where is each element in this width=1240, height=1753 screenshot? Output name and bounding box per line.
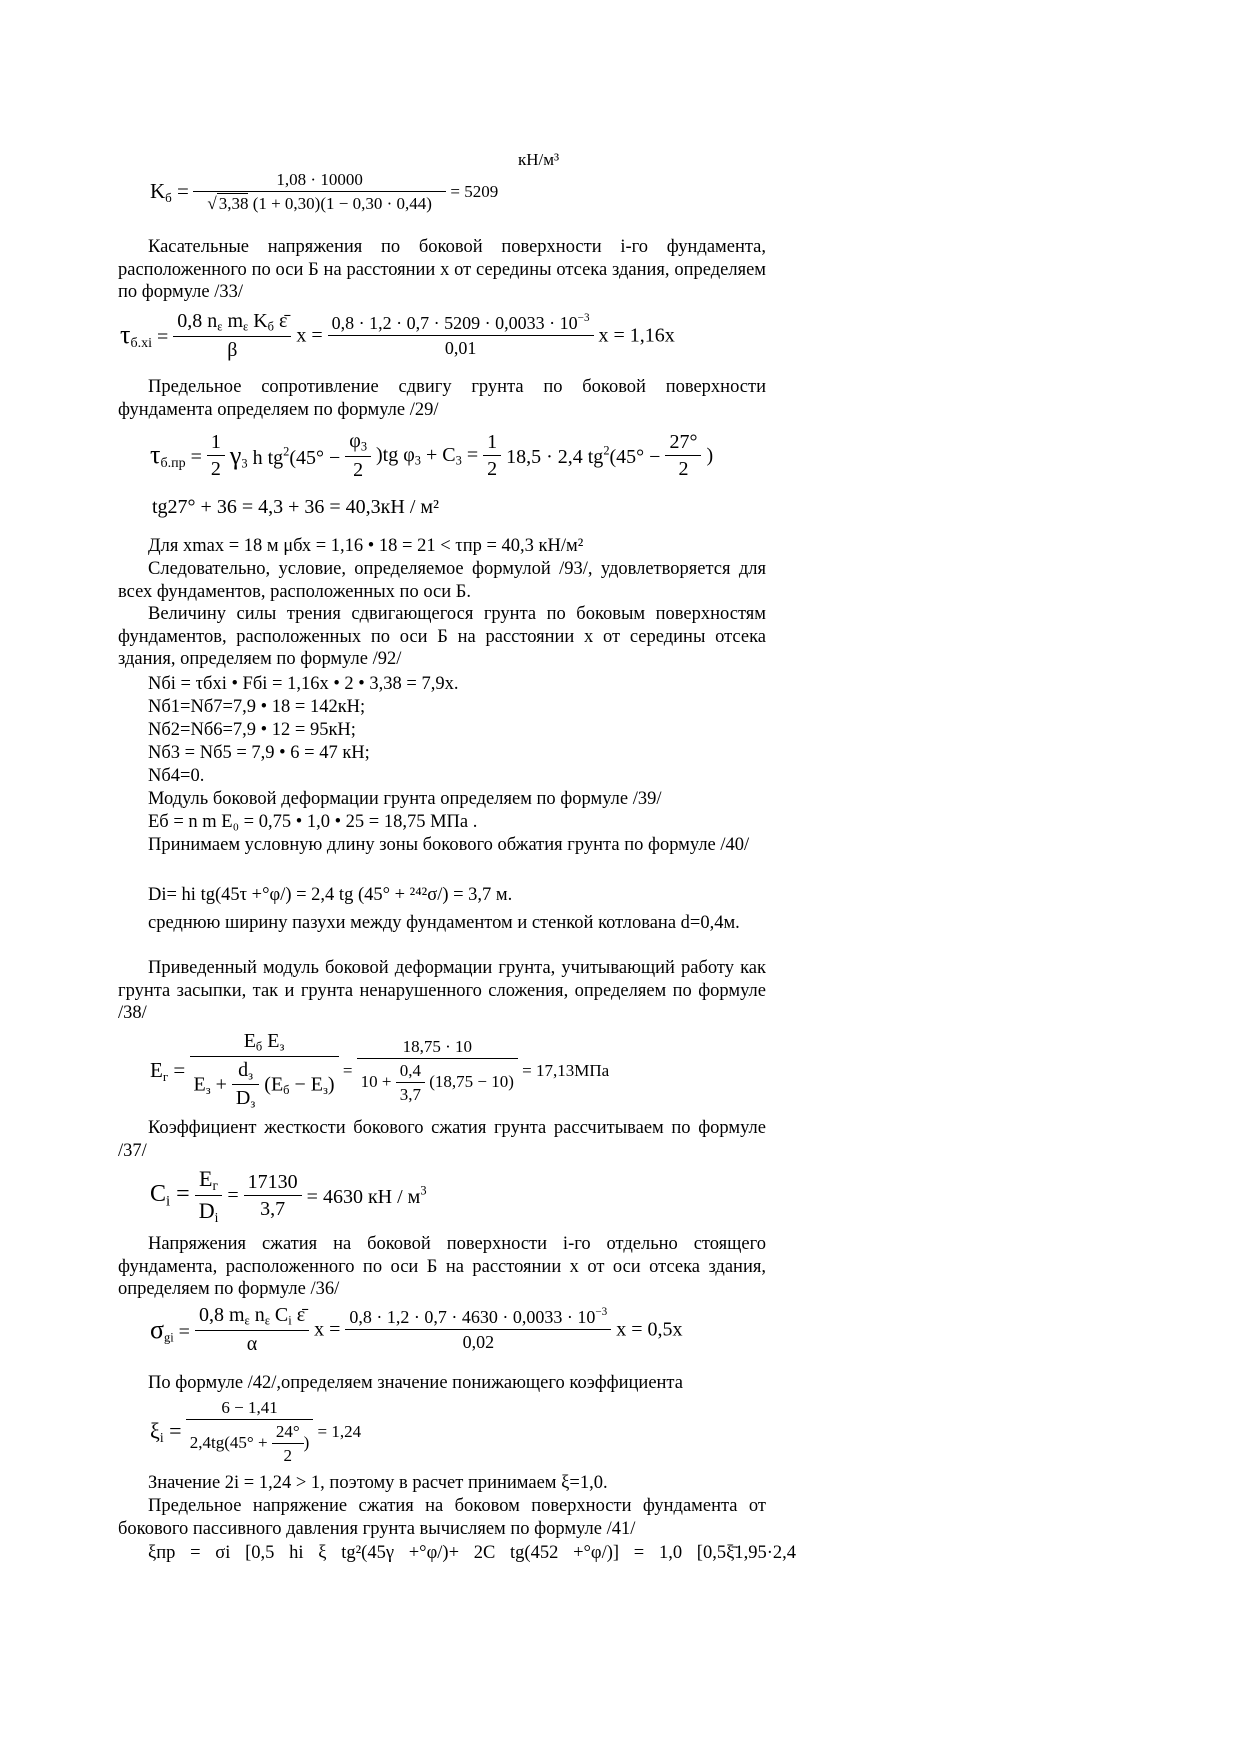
formula-tau: $\tau_{б.xi}$ = $\frac{0,8 n_\varepsilon m_\varepsilon K_б \varepsilon̄}{\beta}$ x = $\frac{0,8 \cdot 1,2 \cdot 0,7 \cdot 5209 \cdot 0,0033 \cdot 10^{-3}}{0,01}$ x = 1,16x [120, 310, 675, 361]
line-modulus-intro: Модуль боковой деформации грунта определяем по формуле /39/ [148, 789, 662, 809]
paragraph-stiffness: Коэффициент жесткости бокового сжатия грунта рассчитываем по формуле /37/ [118, 1118, 766, 1161]
line-xmax: Для xmax = 18 м μбх = 1,16 • 18 = 21 < τпр = 40,3 кН/м² [148, 536, 584, 556]
paragraph-gap-width: среднюю ширину пазухи между фундаментом и стенкой котлована d=0,4м. [148, 913, 740, 933]
line-nb4: Nб4=0. [148, 766, 205, 786]
formula-ci: $C_i$ = $\frac{E_г}{D_i}$ = $\frac{17130}{3,7}$ = 4630 кН / $м^3$ [150, 1166, 427, 1226]
formula-er: $E_г$ = $E_б$ $E_з$ $E_з$ + $\frac{d_з}{D_з}$ $(E_б - E_з)$ = 18,75 · 10 10 + $\frac{0,4}{3,7}$ (18,75 − 10) = 17,13МПа [150, 1030, 610, 1112]
formula-tau-limit-cont: tg27° + 36 = 4,3 + 36 = 40,3кН / м² [152, 496, 440, 518]
paragraph-compression-stress: Напряжения сжатия на боковой поверхности i-го отдельно стоящего фундамента, расположенного по оси Б на расстоянии x от оси отсека здания, определяем по формуле /36/ [118, 1234, 766, 1299]
line-nb1: Nб1=Nб7=7,9 • 18 = 142кН; [148, 697, 366, 717]
formula-kb: $K_б$ = $\frac{1,08 \cdot 10000}{√ 3,38 (1 + 0,30)(1 - 0,30 \cdot 0,44)}$ = 5209 [150, 170, 499, 213]
formula-tau-limit: $\tau_{б.пр}$ = $\frac{1}{2}$ $\gamma_3$ h $tg^2(45^\circ$ − $\frac{\varphi_3}{2}$ )tg $\varphi_3 + C_3$ = $\frac{1}{2}$ 18,5 · 2,4 $tg^2(45^\circ$ − $\frac{27^\circ}{2}$ ) [150, 430, 714, 481]
paragraph-condition: Следовательно, условие, определяемое формулой /93/, удовлетворяется для всех фундаментов, расположенных по оси Б. [118, 559, 766, 602]
line-nb3: Nб3 = Nб5 = 7,9 • 6 = 47 кН; [148, 743, 370, 763]
line-di: Di= hi tg(45τ +°φ/) = 2,4 tg (45° + ²⁴²σ/) = 3,7 м. [148, 885, 513, 905]
line-nb2: Nб2=Nб6=7,9 • 12 = 95кН; [148, 720, 356, 740]
line-eb: Eб = n m E₀ = 0,75 • 1,0 • 25 = 18,75 МПа . [148, 812, 478, 832]
paragraph-friction-force: Величину силы трения сдвигающегося грунта по боковым поверхностям фундаментов, расположенных по оси Б на расстоянии x от середины отсека здания, определяем по формуле /92/ [118, 604, 766, 669]
unit-header: кН/м³ [518, 150, 560, 169]
paragraph-ultimate-compression: Предельное напряжение сжатия на боковом поверхности фундамента от бокового пассивного давления грунта вычисляем по формуле /41/ [118, 1496, 766, 1539]
paragraph-ultimate-shear: Предельное сопротивление сдвигу грунта по боковой поверхности фундамента определяем по формуле /29/ [118, 377, 766, 420]
paragraph-tangential-stress: Касательные напряжения по боковой поверхности i-го фундамента, расположенного по оси Б на расстоянии x от середины отсека здания, определяем по формуле /33/ [118, 237, 766, 302]
line-xi-value: Значение 2i = 1,24 > 1, поэтому в расчет принимаем ξ=1,0. [148, 1473, 608, 1493]
line-reduction-coef: По формуле /42/,определяем значение понижающего коэффициента [148, 1373, 683, 1393]
paragraph-reduced-modulus: Приведенный модуль боковой деформации грунта, учитывающий работу как грунта засыпки, так и грунта ненарушенного сложения, определяем по формуле /38/ [118, 958, 766, 1023]
paragraph-zone-length: Принимаем условную длину зоны бокового обжатия грунта по формуле /40/ [148, 835, 750, 855]
formula-sigma: $\sigma_{gi}$ = $\frac{0,8 m_\varepsilon n_\varepsilon C_i \varepsilon̄}{\alpha}$ x = $\frac{0,8 \cdot 1,2 \cdot 0,7 \cdot 4630 \cdot 0,0033 \cdot 10^{-3}}{0,02}$ x = 0,5x [150, 1304, 683, 1355]
line-xi-pr: ξпр = σi [0,5 hi ξ tg²(45γ +°φ/)+ 2C tg(452 +°φ/)] = 1,0 [0,5ξ̄1,95·2,4 [148, 1543, 796, 1563]
formula-xi: $\xi_i$ = 6 − 1,41 2,4tg(45° + $\frac{24^\circ}{2}$ ) = 1,24 [150, 1398, 362, 1465]
line-nbi: Nбi = τбxi • Fбi = 1,16x • 2 • 3,38 = 7,9x. [148, 674, 459, 694]
